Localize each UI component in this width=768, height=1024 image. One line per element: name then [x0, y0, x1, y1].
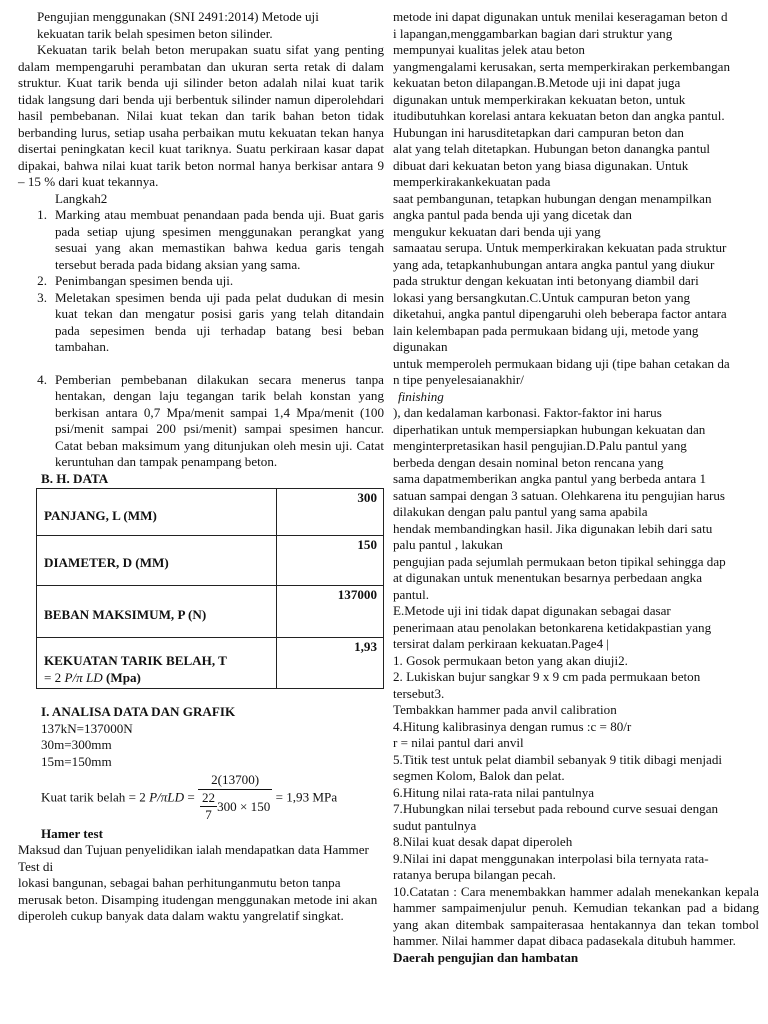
- text-line: ratanya berupa bilangan pecah.: [393, 867, 556, 882]
- table-row: [37, 638, 384, 689]
- left-column: [18, 9, 384, 925]
- table-cell-value: 150: [277, 536, 384, 586]
- text-line: 7.Hubungkan nilai tersebut pada rebound curve sesuai dengan: [393, 801, 719, 816]
- table-cell-value: 300: [277, 489, 384, 536]
- text-line: Tembakkan hammer pada anvil calibration: [393, 702, 617, 717]
- text-line: diperhatikan untuk mempersiapkan hubungan kekuatan dan: [393, 421, 706, 437]
- text-line: at digunakan untuk menentukan besarnya perbedaan angka: [393, 570, 703, 585]
- table-row: [37, 536, 384, 586]
- step-item: 4. Pemberian pembebanan dilakukan secara menerus tanpa hentakan, dengan laju tegangan tarik belah konstan yang berkisan antara 0,7 Mpa/menit sampai 1,4 Mpa/menit (100 psi/menit sampai 200 psi/menit) sampai spesimen hancur. Catat beban maksimum yang ditunjukan oleh mesin uji. Catat keruntuhan dan tampak penampang beton.: [37, 371, 384, 469]
- text-line: penerimaan atau penolakan betonkarena ketidakpastian yang: [393, 619, 712, 635]
- paragraph-tensile-strength: Kekuatan tarik belah beton merupakan suatu sifat yang penting dalam mempengaruhi perambatan dan ukuran serta retak di dalam struktur. Kuat tarik benda uji silinder beton adalah nilai kuat tarik tidak langsung dari benda uji berbentuk silinder namun diperolehdari hasil pembebanan. Nilai kuat tekan dan tarik bahan beton tidak berbanding lurus, setiap usaha perbaikan mutu kekuatan tekan hanya disertai peningkatan kecil kuat tariknya. Suatu perkiraan kasar dapat dipakai, bahwa nilai kuat tarik beton normal hanya berkisar antara 9 – 15 % dari kuat tekannya.: [18, 42, 384, 189]
- step-item: 3. Meletakan spesimen benda uji pada pelat dudukan di mesin kuat tekan dan mengatur posisi garis yang telah ditandain pada sepesimen benda uji terhadap batang besi beban tambahan.: [37, 289, 384, 354]
- finishing-word: finishing: [398, 388, 444, 404]
- conversion-line: 30m=300mm: [41, 737, 112, 752]
- table-cell-value: 1,93: [277, 638, 384, 689]
- text-line: n tipe penyelesaianakhir/: [393, 372, 524, 387]
- text-line: 8.Nilai kuat desak dapat diperoleh: [393, 834, 573, 849]
- text-line: mempunyai kualitas jelek atau beton: [393, 42, 585, 57]
- table-row: [37, 489, 384, 536]
- text-line: menginterpretasikan hasil pengujian.D.Palu pantul yang: [393, 438, 687, 453]
- text-line: 6.Hitung nilai rata-rata nilai pantulnya: [393, 784, 595, 800]
- text-line: berbeda dengan desain nominal beton rencana yang: [393, 454, 664, 470]
- data-table: [36, 488, 384, 689]
- text-line: sama dapatmemberikan angka pantul yang berbeda antara 1: [393, 471, 707, 486]
- intro-line-2: kekuatan tarik belah spesimen beton silinder.: [37, 25, 273, 41]
- daerah-heading: Daerah pengujian dan hambatan: [393, 949, 579, 965]
- text-line: Hubungan ini harusditetapkan dari campuran beton dan: [393, 124, 684, 140]
- text-line: i lapangan,menggambarkan bagian dari struktur yang: [393, 25, 673, 41]
- step-item: 1. Marking atau membuat penandaan pada benda uji. Buat garis pada setiap ujung spesimen menggunakan perangkat yang sesuai yang akan memastikan bahwa kedua garis tengah tersebut berada pada bidang aksian yang sama.: [37, 207, 384, 272]
- text-line: digunakan untuk memperkirakan kekuatan beton, untuk: [393, 91, 686, 107]
- text-line: mengukur kekuatan dari benda uji yang: [393, 223, 601, 239]
- table-cell-label: KEKUATAN TARIK BELAH, T = 2 P/π LD (Mpa): [37, 638, 277, 689]
- text-line: itudibutuhkan korelasi antara kekuatan beton dan angka pantul.: [393, 108, 725, 123]
- text-line: saat pembangunan, tetapkan hubungan dengan menampilkan: [393, 190, 712, 206]
- hamer-heading: Hamer test: [41, 825, 103, 841]
- text-line: 9.Nilai ini dapat menggunakan interpolasi bila ternyata rata-: [393, 850, 709, 866]
- langkah-label: Langkah2: [55, 190, 108, 206]
- text-line: untuk memperoleh permukaan bidang uji (tipe bahan cetakan da: [393, 355, 730, 371]
- text-line: tersirat dalam perkiraan kekuatan.Page4 |: [393, 636, 610, 651]
- text-line: lain kelembapan pada permukaan bidang uji, metode yang: [393, 322, 699, 338]
- table-cell-value: 137000: [277, 586, 384, 638]
- text-line: ), dan kedalaman karbonasi. Faktor-faktor ini harus: [393, 405, 662, 420]
- table-row: [37, 586, 384, 638]
- text-line: 1. Gosok permukaan beton yang akan diuji2.: [393, 652, 628, 668]
- text-line: dilakukan dengan palu pantul yang sama apabila: [393, 504, 648, 519]
- text-line: hendak membandingkan hasil. Jika digunakan lebih dari satu: [393, 520, 713, 536]
- table-cell-label: BEBAN MAKSIMUM, P (N): [37, 586, 277, 638]
- hamer-paragraph-1: Maksud dan Tujuan penyelidikan ialah mendapatkan data Hammer Test di: [18, 842, 369, 874]
- text-line: E.Metode uji ini tidak dapat digunakan sebagai dasar: [393, 603, 671, 618]
- text-line: 5.Titik test untuk pelat diambil sebanyak 9 titik dibagi menjadi: [393, 751, 723, 767]
- text-line: tersebut3.: [393, 685, 445, 701]
- text-line: alat yang telah ditetapkan. Hubungan beton danangka pantul: [393, 141, 711, 156]
- text-line: yangmengalami kerusakan, serta memperkirakan perkembangan: [393, 58, 731, 74]
- data-heading: B. H. DATA: [41, 470, 109, 486]
- text-line: 2. Lukiskan bujur sangkar 9 x 9 cm pada permukaan beton: [393, 669, 701, 684]
- text-line: pada struktur dengan kekuatan inti betonyang diambil dari: [393, 273, 699, 288]
- text-line: sudut pantulnya: [393, 817, 477, 833]
- text-line: 4.Hitung kalibrasinya dengan rumus :c = 80/r: [393, 718, 632, 734]
- steps-list: [18, 207, 384, 471]
- text-line: palu pantul , lakukan: [393, 537, 503, 552]
- intro-line-1: Pengujian menggunakan (SNI 2491:2014) Metode uji: [37, 9, 319, 24]
- formula-fraction: 2(13700) $\frac{22}{7}$ 300 × 150: [198, 772, 272, 824]
- right-text-block-2: [393, 405, 759, 884]
- text-line: r = nilai pantul dari anvil: [393, 735, 524, 750]
- table-cell-label: PANJANG, L (MM): [37, 489, 277, 536]
- hamer-paragraph-2: lokasi bangunan, sebagai bahan perhitunganmutu beton tanpa merusak beton. Disamping itudengan menggunakan metode ini akan diperoleh cukup banyak data dalam waktu yangrelatif singkat.: [18, 875, 378, 923]
- formula-line: Kuat tarik belah = 2 P/πLD = 2(13700) $\frac{22}{7}$ 300 × 150 = 1,93 MPa: [41, 772, 338, 822]
- text-line: pantul.: [393, 586, 430, 602]
- text-line: angka pantul pada benda uji yang dicetak dan: [393, 207, 632, 222]
- right-column: [393, 9, 759, 966]
- text-line: pengujian pada sejumlah permukaan beton tipikal sehingga dap: [393, 553, 726, 569]
- catatan-paragraph: 10.Catatan : Cara menembakkan hammer adalah menekankan kepala hammer sampaimenjulur penuh. Kemudian tekankan pad a bidang yang akan ditembak sampaiterasaa hentakannya dan tekan tombol hammer. Nilai hammer dapat dibaca padasekala ditubuh hammer.: [393, 883, 759, 948]
- text-line: satuan sampai dengan 3 satuan. Olehkarena itu pengujian harus: [393, 487, 725, 503]
- text-line: digunakan: [393, 339, 448, 354]
- text-line: diketahui, angka pantul dipengaruhi oleh beberapa factor antara: [393, 306, 727, 321]
- text-line: yang ada, tetapkanhubungan antara angka pantul yang diukur: [393, 256, 715, 272]
- text-line: samaatau serupa. Untuk memperkirakan kekuatan pada struktur: [393, 240, 727, 255]
- text-line: memperkirakankekuatan pada: [393, 174, 551, 189]
- conversion-line: 15m=150mm: [41, 753, 112, 769]
- text-line: kekuatan beton dilapangan.B.Metode uji ini dapat juga: [393, 75, 681, 90]
- step-item: 2. Penimbangan spesimen benda uji.: [37, 273, 234, 288]
- text-line: metode ini dapat digunakan untuk menilai keseragaman beton d: [393, 9, 728, 24]
- text-line: segmen Kolom, Balok dan pelat.: [393, 768, 565, 783]
- table-cell-label: DIAMETER, D (MM): [37, 536, 277, 586]
- conversion-line: 137kN=137000N: [41, 720, 133, 736]
- text-line: lokasi yang bersangkutan.C.Untuk campuran beton yang: [393, 289, 691, 305]
- text-line: dibuat dari kekuatan beton yang biasa digunakan. Untuk: [393, 157, 689, 173]
- analysis-heading: I. ANALISA DATA DAN GRAFIK: [41, 704, 236, 719]
- right-text-block: [393, 9, 759, 389]
